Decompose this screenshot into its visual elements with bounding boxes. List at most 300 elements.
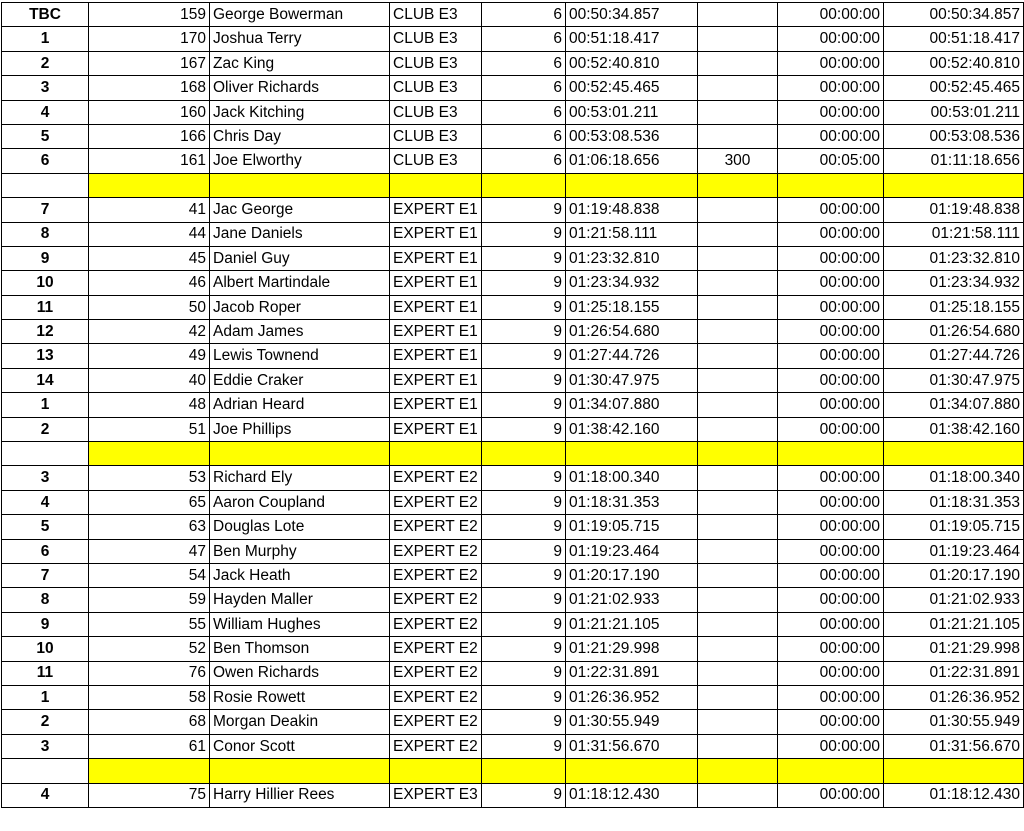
table-row: [2, 734, 1024, 758]
laps-cell: 9: [482, 368, 566, 392]
rider-number-cell: 75: [89, 783, 210, 807]
table-row: [2, 3, 1024, 27]
separator-cell: [390, 759, 482, 783]
penalty-seconds-cell: [698, 710, 778, 734]
race-time-cell: 01:22:31.891: [566, 661, 698, 685]
position-cell: 3: [2, 76, 89, 100]
total-time-cell: 01:21:58.111: [884, 222, 1024, 246]
penalty-seconds-cell: [698, 320, 778, 344]
class-cell: EXPERT E2: [390, 710, 482, 734]
rider-name-cell: Adrian Heard: [210, 393, 390, 417]
race-time-cell: 01:19:23.464: [566, 539, 698, 563]
position-cell: 2: [2, 417, 89, 441]
separator-cell: [210, 442, 390, 466]
rider-number-cell: 68: [89, 710, 210, 734]
rider-name-cell: Oliver Richards: [210, 76, 390, 100]
class-cell: EXPERT E1: [390, 271, 482, 295]
total-time-cell: 00:51:18.417: [884, 27, 1024, 51]
penalty-seconds-cell: [698, 344, 778, 368]
penalty-seconds-cell: [698, 393, 778, 417]
laps-cell: 9: [482, 539, 566, 563]
results-body: [2, 3, 1024, 808]
laps-cell: 9: [482, 466, 566, 490]
table-row: [2, 271, 1024, 295]
laps-cell: 6: [482, 124, 566, 148]
penalty-seconds-cell: [698, 637, 778, 661]
separator-cell: [89, 442, 210, 466]
race-time-cell: 01:19:48.838: [566, 198, 698, 222]
penalty-seconds-cell: [698, 661, 778, 685]
position-cell: 6: [2, 149, 89, 173]
total-time-cell: 00:53:08.536: [884, 124, 1024, 148]
penalty-seconds-cell: [698, 27, 778, 51]
penalty-time-cell: 00:00:00: [778, 637, 884, 661]
penalty-time-cell: 00:00:00: [778, 124, 884, 148]
rider-number-cell: 48: [89, 393, 210, 417]
rider-number-cell: 65: [89, 490, 210, 514]
total-time-cell: 01:18:00.340: [884, 466, 1024, 490]
rider-number-cell: 160: [89, 100, 210, 124]
laps-cell: 9: [482, 198, 566, 222]
class-cell: CLUB E3: [390, 100, 482, 124]
separator-cell: [89, 759, 210, 783]
total-time-cell: 01:38:42.160: [884, 417, 1024, 441]
penalty-seconds-cell: [698, 76, 778, 100]
separator-cell: [482, 442, 566, 466]
total-time-cell: 01:18:12.430: [884, 783, 1024, 807]
rider-number-cell: 42: [89, 320, 210, 344]
class-cell: EXPERT E2: [390, 734, 482, 758]
total-time-cell: 01:18:31.353: [884, 490, 1024, 514]
rider-name-cell: Eddie Craker: [210, 368, 390, 392]
race-time-cell: 01:31:56.670: [566, 734, 698, 758]
laps-cell: 9: [482, 612, 566, 636]
total-time-cell: 01:23:32.810: [884, 246, 1024, 270]
race-time-cell: 01:21:58.111: [566, 222, 698, 246]
penalty-seconds-cell: [698, 222, 778, 246]
rider-number-cell: 45: [89, 246, 210, 270]
class-cell: EXPERT E2: [390, 539, 482, 563]
laps-cell: 9: [482, 783, 566, 807]
class-cell: CLUB E3: [390, 124, 482, 148]
class-cell: EXPERT E2: [390, 661, 482, 685]
race-time-cell: 01:19:05.715: [566, 515, 698, 539]
race-time-cell: 01:26:54.680: [566, 320, 698, 344]
rider-name-cell: Jack Kitching: [210, 100, 390, 124]
separator-cell: [698, 759, 778, 783]
race-time-cell: 01:21:02.933: [566, 588, 698, 612]
rider-name-cell: Harry Hillier Rees: [210, 783, 390, 807]
position-cell: 6: [2, 539, 89, 563]
laps-cell: 6: [482, 100, 566, 124]
position-cell: 10: [2, 637, 89, 661]
penalty-time-cell: 00:00:00: [778, 466, 884, 490]
race-time-cell: 01:27:44.726: [566, 344, 698, 368]
position-cell: 2: [2, 710, 89, 734]
laps-cell: 9: [482, 588, 566, 612]
table-row: [2, 710, 1024, 734]
class-cell: EXPERT E1: [390, 368, 482, 392]
total-time-cell: 01:27:44.726: [884, 344, 1024, 368]
class-cell: EXPERT E2: [390, 637, 482, 661]
class-cell: EXPERT E2: [390, 515, 482, 539]
rider-number-cell: 167: [89, 51, 210, 75]
race-time-cell: 00:52:45.465: [566, 76, 698, 100]
penalty-time-cell: 00:00:00: [778, 539, 884, 563]
penalty-seconds-cell: [698, 588, 778, 612]
race-time-cell: 01:25:18.155: [566, 295, 698, 319]
rider-number-cell: 47: [89, 539, 210, 563]
class-separator-row: [2, 442, 1024, 466]
rider-name-cell: Douglas Lote: [210, 515, 390, 539]
table-row: [2, 246, 1024, 270]
penalty-time-cell: 00:00:00: [778, 368, 884, 392]
race-time-cell: 01:21:29.998: [566, 637, 698, 661]
rider-name-cell: Joe Phillips: [210, 417, 390, 441]
rider-number-cell: 44: [89, 222, 210, 246]
position-cell: 3: [2, 466, 89, 490]
penalty-seconds-cell: [698, 612, 778, 636]
rider-number-cell: 170: [89, 27, 210, 51]
race-time-cell: 01:30:47.975: [566, 368, 698, 392]
position-cell: 4: [2, 490, 89, 514]
class-cell: EXPERT E1: [390, 344, 482, 368]
rider-name-cell: Morgan Deakin: [210, 710, 390, 734]
laps-cell: 9: [482, 710, 566, 734]
rider-number-cell: 53: [89, 466, 210, 490]
total-time-cell: 01:22:31.891: [884, 661, 1024, 685]
penalty-time-cell: 00:00:00: [778, 734, 884, 758]
class-cell: EXPERT E2: [390, 563, 482, 587]
penalty-time-cell: 00:00:00: [778, 393, 884, 417]
laps-cell: 6: [482, 51, 566, 75]
race-time-cell: 01:38:42.160: [566, 417, 698, 441]
separator-cell: [778, 173, 884, 197]
penalty-seconds-cell: [698, 734, 778, 758]
class-cell: EXPERT E2: [390, 490, 482, 514]
rider-name-cell: Joe Elworthy: [210, 149, 390, 173]
table-row: [2, 588, 1024, 612]
class-cell: EXPERT E2: [390, 466, 482, 490]
rider-name-cell: Jane Daniels: [210, 222, 390, 246]
rider-name-cell: Joshua Terry: [210, 27, 390, 51]
separator-cell: [566, 442, 698, 466]
race-time-cell: 01:30:55.949: [566, 710, 698, 734]
race-time-cell: 01:21:21.105: [566, 612, 698, 636]
penalty-seconds-cell: [698, 539, 778, 563]
class-cell: EXPERT E2: [390, 588, 482, 612]
total-time-cell: 01:21:29.998: [884, 637, 1024, 661]
penalty-time-cell: 00:00:00: [778, 515, 884, 539]
laps-cell: 9: [482, 685, 566, 709]
total-time-cell: 01:11:18.656: [884, 149, 1024, 173]
rider-number-cell: 58: [89, 685, 210, 709]
laps-cell: 9: [482, 490, 566, 514]
separator-cell: [884, 759, 1024, 783]
separator-cell: [2, 442, 89, 466]
position-cell: 7: [2, 198, 89, 222]
position-cell: 11: [2, 661, 89, 685]
position-cell: 8: [2, 222, 89, 246]
position-cell: TBC: [2, 3, 89, 27]
class-cell: EXPERT E3: [390, 783, 482, 807]
laps-cell: 9: [482, 637, 566, 661]
penalty-time-cell: 00:00:00: [778, 661, 884, 685]
race-time-cell: 01:18:12.430: [566, 783, 698, 807]
penalty-time-cell: 00:00:00: [778, 612, 884, 636]
race-time-cell: 01:26:36.952: [566, 685, 698, 709]
class-cell: CLUB E3: [390, 51, 482, 75]
separator-cell: [210, 173, 390, 197]
class-cell: EXPERT E2: [390, 612, 482, 636]
laps-cell: 6: [482, 149, 566, 173]
race-time-cell: 00:50:34.857: [566, 3, 698, 27]
position-cell: 1: [2, 393, 89, 417]
table-row: [2, 222, 1024, 246]
separator-cell: [390, 173, 482, 197]
separator-cell: [778, 442, 884, 466]
penalty-seconds-cell: [698, 3, 778, 27]
laps-cell: 9: [482, 393, 566, 417]
separator-cell: [566, 173, 698, 197]
position-cell: 14: [2, 368, 89, 392]
separator-cell: [778, 759, 884, 783]
penalty-time-cell: 00:00:00: [778, 51, 884, 75]
separator-cell: [482, 759, 566, 783]
separator-cell: [89, 173, 210, 197]
total-time-cell: 00:50:34.857: [884, 3, 1024, 27]
rider-name-cell: Richard Ely: [210, 466, 390, 490]
penalty-seconds-cell: 300: [698, 149, 778, 173]
total-time-cell: 01:19:05.715: [884, 515, 1024, 539]
table-row: [2, 490, 1024, 514]
rider-number-cell: 63: [89, 515, 210, 539]
separator-cell: [566, 759, 698, 783]
penalty-seconds-cell: [698, 246, 778, 270]
rider-number-cell: 168: [89, 76, 210, 100]
total-time-cell: 01:26:54.680: [884, 320, 1024, 344]
rider-number-cell: 61: [89, 734, 210, 758]
rider-name-cell: William Hughes: [210, 612, 390, 636]
rider-name-cell: George Bowerman: [210, 3, 390, 27]
penalty-seconds-cell: [698, 51, 778, 75]
penalty-seconds-cell: [698, 271, 778, 295]
penalty-seconds-cell: [698, 563, 778, 587]
total-time-cell: 01:30:55.949: [884, 710, 1024, 734]
total-time-cell: 01:19:48.838: [884, 198, 1024, 222]
position-cell: 9: [2, 246, 89, 270]
total-time-cell: 01:23:34.932: [884, 271, 1024, 295]
penalty-seconds-cell: [698, 490, 778, 514]
separator-cell: [482, 173, 566, 197]
table-row: [2, 661, 1024, 685]
rider-number-cell: 54: [89, 563, 210, 587]
rider-name-cell: Daniel Guy: [210, 246, 390, 270]
total-time-cell: 01:30:47.975: [884, 368, 1024, 392]
position-cell: 5: [2, 515, 89, 539]
penalty-seconds-cell: [698, 368, 778, 392]
separator-cell: [698, 442, 778, 466]
table-row: [2, 563, 1024, 587]
laps-cell: 9: [482, 563, 566, 587]
total-time-cell: 01:31:56.670: [884, 734, 1024, 758]
total-time-cell: 01:26:36.952: [884, 685, 1024, 709]
race-time-cell: 01:23:32.810: [566, 246, 698, 270]
position-cell: 9: [2, 612, 89, 636]
rider-name-cell: Hayden Maller: [210, 588, 390, 612]
race-time-cell: 01:23:34.932: [566, 271, 698, 295]
table-row: [2, 295, 1024, 319]
laps-cell: 9: [482, 734, 566, 758]
penalty-time-cell: 00:00:00: [778, 710, 884, 734]
rider-name-cell: Ben Murphy: [210, 539, 390, 563]
penalty-time-cell: 00:00:00: [778, 222, 884, 246]
table-row: [2, 783, 1024, 807]
table-row: [2, 368, 1024, 392]
penalty-time-cell: 00:00:00: [778, 27, 884, 51]
separator-cell: [390, 442, 482, 466]
race-time-cell: 00:53:08.536: [566, 124, 698, 148]
table-row: [2, 124, 1024, 148]
class-cell: EXPERT E2: [390, 685, 482, 709]
penalty-time-cell: 00:00:00: [778, 295, 884, 319]
table-row: [2, 393, 1024, 417]
rider-name-cell: Rosie Rowett: [210, 685, 390, 709]
total-time-cell: 00:52:40.810: [884, 51, 1024, 75]
table-row: [2, 320, 1024, 344]
class-cell: EXPERT E1: [390, 222, 482, 246]
race-time-cell: 00:51:18.417: [566, 27, 698, 51]
position-cell: 5: [2, 124, 89, 148]
total-time-cell: 01:19:23.464: [884, 539, 1024, 563]
penalty-seconds-cell: [698, 124, 778, 148]
position-cell: 13: [2, 344, 89, 368]
table-row: [2, 539, 1024, 563]
penalty-time-cell: 00:00:00: [778, 198, 884, 222]
table-row: [2, 76, 1024, 100]
rider-name-cell: Jack Heath: [210, 563, 390, 587]
rider-name-cell: Conor Scott: [210, 734, 390, 758]
table-row: [2, 466, 1024, 490]
position-cell: 7: [2, 563, 89, 587]
rider-number-cell: 51: [89, 417, 210, 441]
position-cell: 12: [2, 320, 89, 344]
position-cell: 8: [2, 588, 89, 612]
race-time-cell: 01:06:18.656: [566, 149, 698, 173]
penalty-time-cell: 00:05:00: [778, 149, 884, 173]
rider-number-cell: 41: [89, 198, 210, 222]
penalty-time-cell: 00:00:00: [778, 246, 884, 270]
class-separator-row: [2, 759, 1024, 783]
penalty-time-cell: 00:00:00: [778, 76, 884, 100]
laps-cell: 9: [482, 515, 566, 539]
total-time-cell: 00:52:45.465: [884, 76, 1024, 100]
position-cell: 11: [2, 295, 89, 319]
penalty-time-cell: 00:00:00: [778, 783, 884, 807]
penalty-seconds-cell: [698, 198, 778, 222]
position-cell: 4: [2, 100, 89, 124]
rider-name-cell: Jacob Roper: [210, 295, 390, 319]
race-time-cell: 00:53:01.211: [566, 100, 698, 124]
rider-number-cell: 46: [89, 271, 210, 295]
rider-name-cell: Lewis Townend: [210, 344, 390, 368]
penalty-seconds-cell: [698, 100, 778, 124]
table-row: [2, 685, 1024, 709]
penalty-seconds-cell: [698, 783, 778, 807]
rider-number-cell: 55: [89, 612, 210, 636]
class-cell: EXPERT E1: [390, 198, 482, 222]
separator-cell: [210, 759, 390, 783]
total-time-cell: 01:21:21.105: [884, 612, 1024, 636]
separator-cell: [2, 173, 89, 197]
race-time-cell: 01:20:17.190: [566, 563, 698, 587]
rider-number-cell: 166: [89, 124, 210, 148]
penalty-seconds-cell: [698, 685, 778, 709]
table-row: [2, 637, 1024, 661]
penalty-time-cell: 00:00:00: [778, 563, 884, 587]
class-cell: EXPERT E1: [390, 417, 482, 441]
position-cell: 2: [2, 51, 89, 75]
laps-cell: 9: [482, 295, 566, 319]
rider-number-cell: 40: [89, 368, 210, 392]
rider-name-cell: Albert Martindale: [210, 271, 390, 295]
separator-cell: [884, 173, 1024, 197]
penalty-time-cell: 00:00:00: [778, 320, 884, 344]
laps-cell: 6: [482, 76, 566, 100]
table-row: [2, 417, 1024, 441]
total-time-cell: 01:34:07.880: [884, 393, 1024, 417]
rider-number-cell: 49: [89, 344, 210, 368]
total-time-cell: 01:20:17.190: [884, 563, 1024, 587]
class-cell: CLUB E3: [390, 76, 482, 100]
rider-number-cell: 76: [89, 661, 210, 685]
rider-name-cell: Aaron Coupland: [210, 490, 390, 514]
table-row: [2, 27, 1024, 51]
laps-cell: 9: [482, 271, 566, 295]
rider-number-cell: 161: [89, 149, 210, 173]
penalty-time-cell: 00:00:00: [778, 417, 884, 441]
table-row: [2, 149, 1024, 173]
laps-cell: 9: [482, 344, 566, 368]
table-row: [2, 100, 1024, 124]
penalty-time-cell: 00:00:00: [778, 685, 884, 709]
laps-cell: 6: [482, 3, 566, 27]
rider-name-cell: Chris Day: [210, 124, 390, 148]
rider-number-cell: 59: [89, 588, 210, 612]
total-time-cell: 00:53:01.211: [884, 100, 1024, 124]
laps-cell: 6: [482, 27, 566, 51]
class-cell: EXPERT E1: [390, 393, 482, 417]
table-row: [2, 51, 1024, 75]
penalty-seconds-cell: [698, 466, 778, 490]
rider-name-cell: Ben Thomson: [210, 637, 390, 661]
laps-cell: 9: [482, 246, 566, 270]
separator-cell: [2, 759, 89, 783]
penalty-seconds-cell: [698, 295, 778, 319]
separator-cell: [698, 173, 778, 197]
penalty-time-cell: 00:00:00: [778, 3, 884, 27]
rider-number-cell: 52: [89, 637, 210, 661]
penalty-seconds-cell: [698, 515, 778, 539]
total-time-cell: 01:21:02.933: [884, 588, 1024, 612]
class-cell: CLUB E3: [390, 149, 482, 173]
rider-number-cell: 159: [89, 3, 210, 27]
rider-name-cell: Adam James: [210, 320, 390, 344]
penalty-seconds-cell: [698, 417, 778, 441]
results-table: [1, 2, 1024, 808]
race-time-cell: 00:52:40.810: [566, 51, 698, 75]
class-cell: CLUB E3: [390, 3, 482, 27]
